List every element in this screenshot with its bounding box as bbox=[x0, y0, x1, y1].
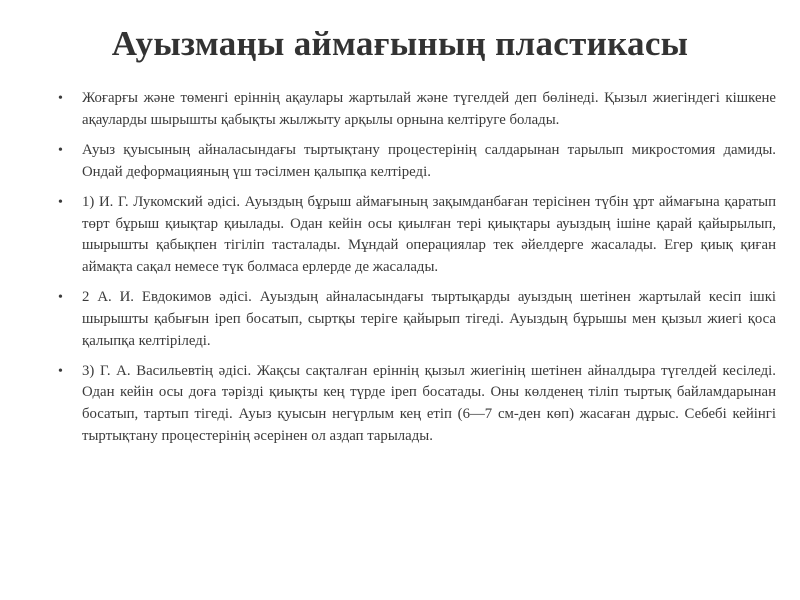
bullet-icon: • bbox=[58, 142, 63, 158]
bullet-text: Жоғарғы және төменгі еріннің ақаулары жартылай және түгелдей деп бөлінеді. Қызыл жиегіндегі кішкене ақауларды шырышты қабықты жылжыту арқылы орнына келтіруге болады. bbox=[82, 90, 776, 128]
bullet-icon: • bbox=[58, 91, 63, 106]
list-item bbox=[58, 140, 776, 183]
bullet-text: Ауыз қуысының айналасындағы тыртықтану процестерінің салдарынан тарылып микростомия дамиды. Ондай деформацияның үш тәсілмен қалыпқа келтіреді. bbox=[82, 141, 776, 180]
list-item bbox=[58, 361, 776, 448]
bullet-icon: • bbox=[58, 290, 63, 306]
bullet-text: 3) Г. А. Васильевтің әдісі. Жақсы сақталған еріннің қызыл жиегінің шетінен айналдыра түгелдей кесіледі. Одан кейін осы доға тәрізді қиықты кең түрде іреп босатады. Оны көлденең тіліп тыртық байламдарынан босатып, тартып тігеді. Ауыз қуысын негүрлым кең етіп (6—7 см-ден көп) жасаған дұрыс. Себебі кейінгі тыртықтану процестерінің әсерінен ол аздап тарылады. bbox=[82, 362, 776, 444]
bullet-text: 2 А. И. Евдокимов әдісі. Ауыздың айналасындағы тыртықарды ауыздың шетінен жартылай кесіп ішкі шырышты қабығын іреп босатып, сыртқы теріге қайырып тігеді. Ауыздың бұрышы мен қызыл жиегі қоса қалыпқа келтіріледі. bbox=[82, 289, 776, 349]
bullet-icon: • bbox=[58, 363, 63, 379]
bullet-icon: • bbox=[58, 194, 63, 210]
slide-title: Ауызмаңы аймағының пластикасы bbox=[111, 24, 689, 63]
list-item bbox=[58, 192, 776, 279]
list-item bbox=[58, 88, 776, 131]
bullet-list bbox=[58, 88, 776, 456]
bullet-text: 1) И. Г. Лукомский әдісі. Ауыздың бұрыш аймағының зақымданбаған терісінен түбін ұрт аймағына қаратып төрт бұрыш қиықтар қиылады. Одан кейін осы қиылған тері қиықтары ауыздың ішіне қарай қайырылып, шырышты қабықпен тігіліп тасталады. Мұндай операциялар тек әйелдерге жасалады. Егер қиық қиған аймақта сақал немесе түк болмаса ерлерде де жасалады. bbox=[82, 193, 776, 275]
list-item bbox=[58, 287, 776, 352]
